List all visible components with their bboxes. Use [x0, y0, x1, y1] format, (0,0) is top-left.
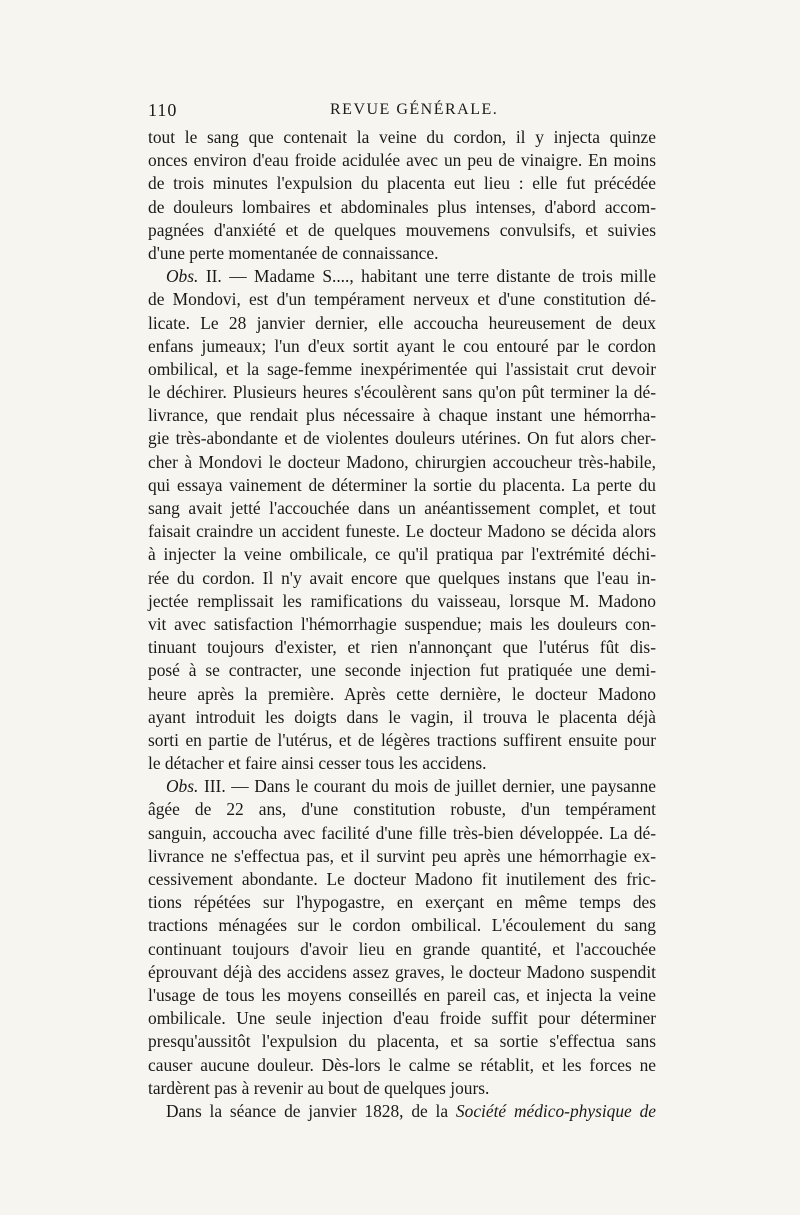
text-line [148, 126, 656, 149]
line-text: tout le sang que contenait la veine du cordon, il y injecta quinze [148, 127, 656, 147]
line-text: onces environ d'eau froide acidulée avec un peu de vinaigre. En moins [148, 150, 656, 171]
text-line [148, 613, 656, 636]
line-text: d'une perte momentanée de connaissance. [148, 242, 439, 263]
line-text: enfans jumeaux; l'un d'eux sortit ayant le cou entouré par le cordon [148, 335, 656, 356]
text-line [148, 798, 656, 821]
line-text: tractions ménagées sur le cordon ombilical. L'écoulement du sang [148, 915, 656, 936]
line-text: vit avec satisfaction l'hémorrhagie suspendue; mais les douleurs con- [148, 613, 656, 634]
running-title: REVUE GÉNÉRALE. [330, 101, 499, 118]
line-text: cher à Mondovi le docteur Madono, chirurgien accoucheur très-habile, [148, 451, 656, 472]
italic-society-name: Société médico-physique de [455, 1100, 656, 1121]
text-line [148, 404, 656, 427]
line-text: III. — Dans le courant du mois de juillet dernier, une paysanne [198, 776, 656, 797]
line-text: le déchirer. Plusieurs heures s'écoulèrent sans qu'on pût terminer la dé- [148, 382, 656, 403]
line-text: qui essaya vainement de déterminer la sortie du placenta. La perte du [148, 474, 656, 495]
text-line [148, 567, 656, 590]
line-text: éprouvant déjà des accidens assez graves, le docteur Madono suspendit [148, 961, 656, 982]
line-text: heure après la première. Après cette dernière, le docteur Madono [148, 683, 656, 704]
text-line [148, 845, 656, 868]
line-text: de douleurs lombaires et abdominales plus intenses, d'abord accom- [148, 196, 656, 217]
text-line [148, 706, 656, 729]
line-text: sorti en partie de l'utérus, et de légères tractions suffirent ensuite pour [148, 729, 656, 750]
body-text [148, 126, 656, 1123]
text-line [148, 196, 656, 219]
text-line [148, 752, 656, 775]
text-line [148, 427, 656, 450]
line-text: tardèrent pas à revenir au bout de quelques jours. [148, 1077, 490, 1098]
text-line [148, 288, 656, 311]
text-line [148, 1077, 656, 1100]
line-text: de trois minutes l'expulsion du placenta eut lieu : elle fut précédée [148, 173, 656, 194]
text-line [148, 381, 656, 404]
text-line [148, 1030, 656, 1053]
line-text: tions répétées sur l'hypogastre, en exerçant en même temps des [148, 892, 656, 913]
text-line [148, 520, 656, 543]
text-line [148, 543, 656, 566]
text-line [148, 822, 656, 845]
line-text: licate. Le 28 janvier dernier, elle accoucha heureusement de deux [148, 312, 656, 333]
line-text: posé à se contracter, une seconde injection fut pratiquée une demi- [148, 660, 656, 681]
page-header [148, 100, 656, 124]
text-line [148, 265, 656, 288]
line-text: âgée de 22 ans, d'une constitution robuste, d'un tempérament [148, 799, 656, 820]
line-text: ombilicale. Une seule injection d'eau froide suffit pour déterminer [148, 1008, 656, 1029]
line-text: le détacher et faire ainsi cesser tous les accidens. [148, 753, 487, 774]
text-line [148, 891, 656, 914]
text-line [148, 1100, 656, 1123]
text-line [148, 914, 656, 937]
text-line [148, 984, 656, 1007]
line-text: livrance, que rendait plus nécessaire à chaque instant une hémorrha- [148, 405, 656, 426]
text-line [148, 659, 656, 682]
line-text: l'usage de tous les moyens conseillés en pareil cas, et injecta la veine [148, 984, 656, 1005]
line-text: presqu'aussitôt l'expulsion du placenta, et sa sortie s'effectua sans [148, 1031, 656, 1052]
line-text: continuant toujours d'avoir lieu en grande quantité, et l'accouchée [148, 938, 656, 959]
observation-label: Obs. [166, 776, 199, 797]
observation-label: Obs. [166, 266, 199, 287]
line-text: gie très-abondante et de violentes douleurs utérines. On fut alors cher- [148, 428, 656, 449]
text-line [148, 242, 656, 265]
line-text: ayant introduit les doigts dans le vagin, il trouva le placenta déjà [148, 706, 656, 727]
text-line [148, 938, 656, 961]
line-text: livrance ne s'effectua pas, et il survint peu après une hémorrhagie ex- [148, 845, 656, 866]
text-line [148, 590, 656, 613]
text-line [148, 961, 656, 984]
line-text: ombilical, et la sage-femme inexpérimentée qui l'assistait crut devoir [148, 358, 656, 379]
line-text: pagnées d'anxiété et de quelques mouvemens convulsifs, et suivies [148, 219, 656, 240]
text-line [148, 868, 656, 891]
line-text: Dans la séance de janvier 1828, de la [166, 1100, 456, 1121]
line-text: tinuant toujours d'exister, et rien n'annonçant que l'utérus fût dis- [148, 637, 656, 658]
line-text: rée du cordon. Il n'y avait encore que quelques instans que l'eau in- [148, 567, 656, 588]
text-line [148, 451, 656, 474]
text-line [148, 149, 656, 172]
line-text: de Mondovi, est d'un tempérament nerveux et d'une constitution dé- [148, 289, 656, 310]
text-line [148, 729, 656, 752]
text-line [148, 683, 656, 706]
line-text: à injecter la veine ombilicale, ce qu'il pratiqua par l'extrémité déchi- [148, 544, 656, 565]
text-line [148, 1054, 656, 1077]
line-text: faisait craindre un accident funeste. Le docteur Madono se décida alors [148, 521, 656, 542]
text-line [148, 358, 656, 381]
page-number: 110 [148, 100, 178, 120]
line-text: sang avait jetté l'accouchée dans un anéantissement complet, et tout [148, 498, 656, 518]
text-line [148, 219, 656, 242]
line-text: cessivement abondante. Le docteur Madono fit inutilement des fric- [148, 869, 656, 889]
line-text: jectée remplissait les ramifications du vaisseau, lorsque M. Madono [148, 590, 656, 611]
text-line [148, 172, 656, 195]
line-text: II. — Madame S...., habitant une terre distante de trois mille [198, 266, 656, 287]
text-line [148, 474, 656, 497]
text-line [148, 1007, 656, 1030]
text-line [148, 636, 656, 659]
line-text: sanguin, accoucha avec facilité d'une fille très-bien développée. La dé- [148, 822, 656, 843]
text-line [148, 335, 656, 358]
line-text: causer aucune douleur. Dès-lors le calme se rétablit, et les forces ne [148, 1054, 656, 1075]
text-line [148, 775, 656, 798]
text-line [148, 312, 656, 335]
text-line [148, 497, 656, 520]
